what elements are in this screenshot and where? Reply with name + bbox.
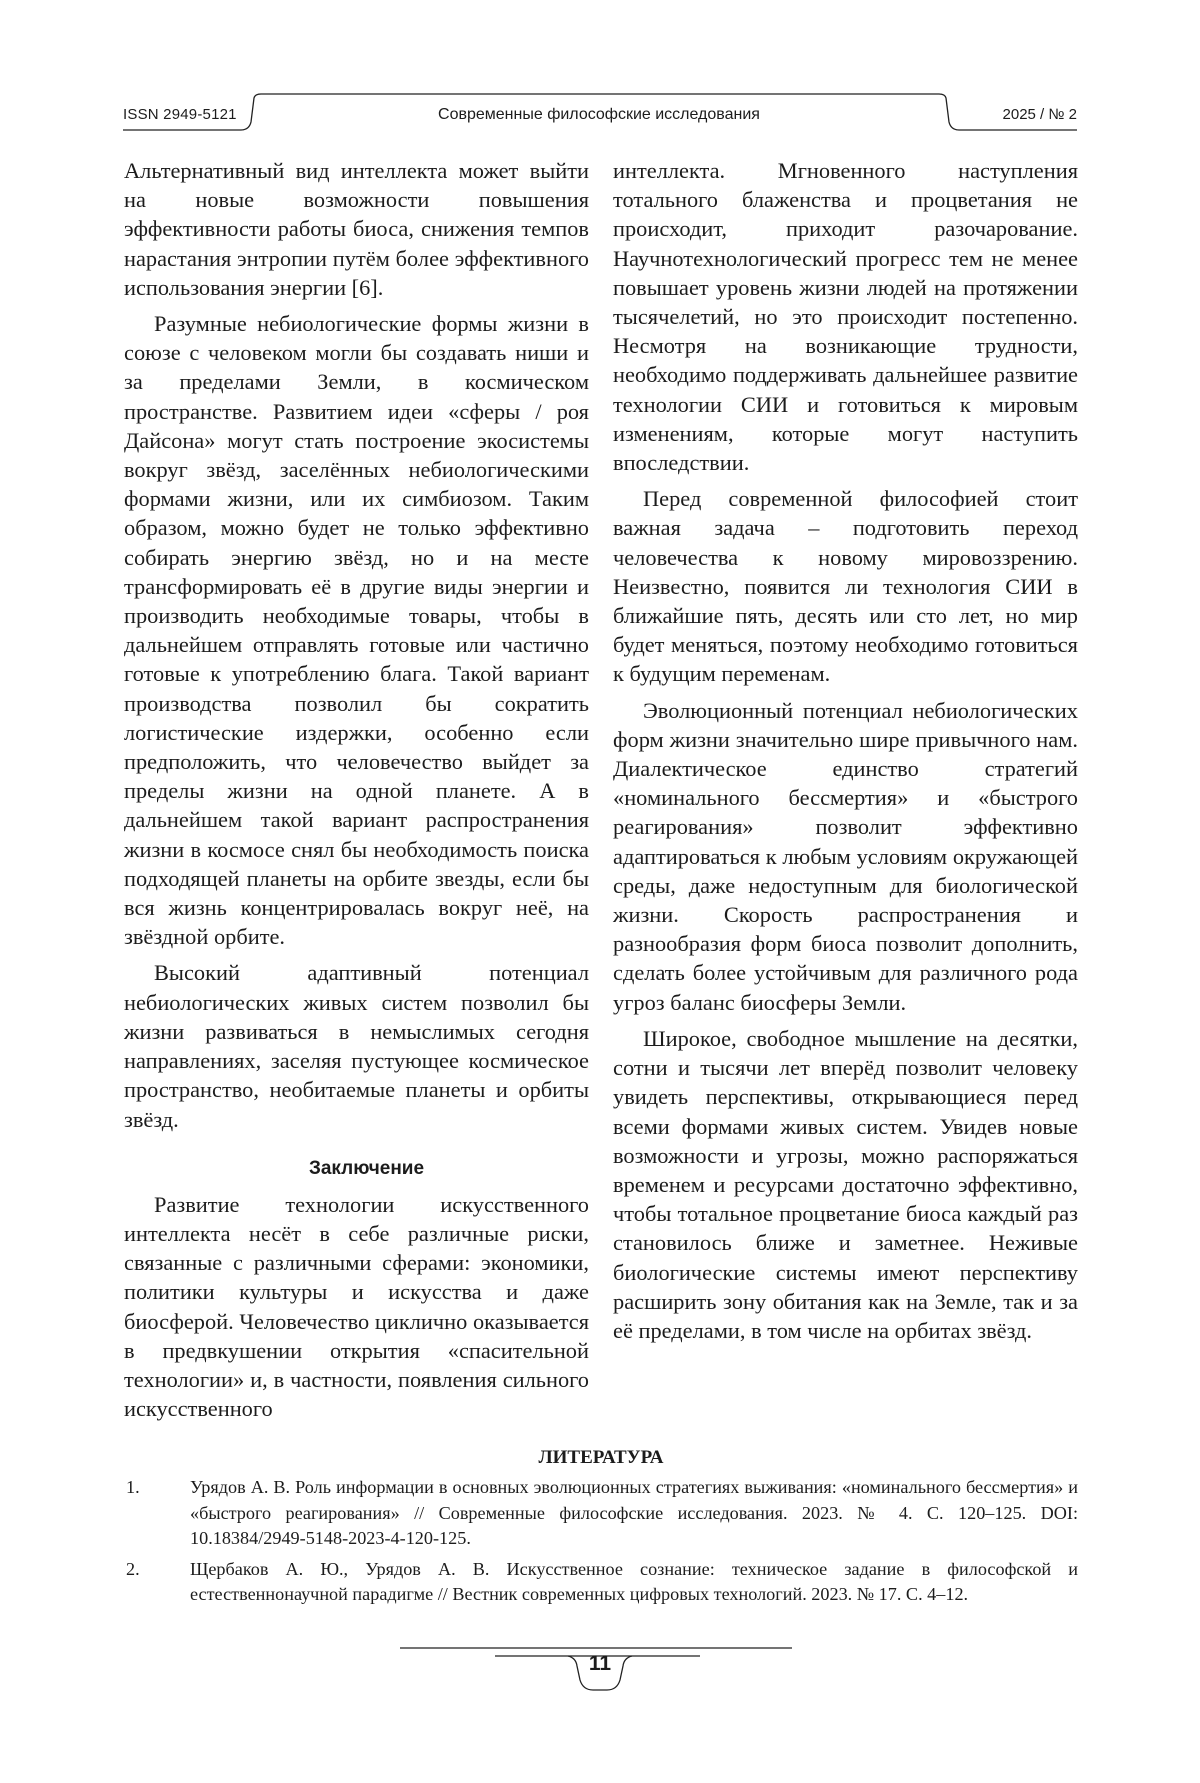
- left-column: [124, 156, 589, 1423]
- reference-text: Урядов А. В. Роль информации в основных эволюционных стратегиях выживания: «номинального бессмертия» и «быстрого реагирования» // Современные философские исследования. 2023. № 4. С. 120–125. DOI: 10.18384/2949-5148-2023-4-120-125.: [190, 1477, 1078, 1548]
- paragraph: Высокий адаптивный потенциал небиологических живых систем позволил бы жизни развиваться в немыслимых сегодня направлениях, заселяя пустующее космическое пространство, необитаемые планеты и орбиты звёзд.: [124, 960, 589, 1132]
- reference-number: 1.: [126, 1477, 140, 1497]
- paragraph: интеллекта. Мгновенного наступления тотального блаженства и процветания не происходит, приходит разочарование. Научнотехнологический прогресс тем не менее повышает уровень жизни людей на протяжении тысячелетий, но это происходит постепенно. Несмотря на возникающие трудности, необходимо поддерживать дальнейшее развитие технологии СИИ и готовиться к мировым изменениям, которые могут наступить впоследствии.: [613, 158, 1078, 476]
- paragraph: Развитие технологии искусственного интеллекта несёт в себе различные риски, связанные с различными сферами: экономики, политики культуры и искусства и даже биосферой. Человечество циклично оказывается в предвкушении открытия «спасительной технологии» и, в частности, появления сильного искусственного: [124, 1191, 589, 1422]
- paragraph: Перед современной философией стоит важная задача – подготовить переход человечества к новому мировоззрению. Неизвестно, появится ли технология СИИ в ближайшие пять, десять или сто лет, но мир будет меняться, поэтому необходимо готовиться к будущим переменам.: [613, 486, 1078, 687]
- issn: ISSN 2949-5121: [123, 106, 237, 123]
- paragraph: Широкое, свободное мышление на десятки, сотни и тысячи лет вперёд позволит человеку увидеть перспективы, открывающиеся перед всеми формами живых систем. Увидев новые возможности и угрозы, можно распоряжаться временем и ресурсами достаточно эффективно, чтобы тотальное процветание биоса каждый раз становилось ближе и заметнее. Неживые биологические системы имеют перспективу расширить зону обитания как на Земле, так и за её пределами, в том числе на орбитах звёзд.: [613, 1025, 1078, 1343]
- paragraph: Альтернативный вид интеллекта может выйти на новые возможности повышения эффективности работы биоса, снижения темпов нарастания энтропии путём более эффективного использования энергии [6].: [124, 158, 589, 300]
- running-header: [123, 92, 1077, 138]
- page-footer: [400, 1632, 800, 1702]
- journal-title: Современные философские исследования: [438, 106, 760, 123]
- references: [124, 1446, 1078, 1613]
- reference-number: 2.: [126, 1558, 140, 1579]
- paragraph: Разумные небиологические формы жизни в союзе с человеком могли бы создавать ниши и за пределами Земли, в космическом пространстве. Развитием идеи «сферы / роя Дайсона» могут стать построение экосистемы вокруг звёзд, заселённых небиологическими формами жизни, или их симбиозом. Таким образом, можно будет не только эффективно собирать энергию звёзд, но и на месте трансформировать её в другие виды энергии и производить необходимые товары, чтобы в дальнейшем отправлять готовые или частично готовые к употреблению блага. Такой вариант производства позволил бы сократить логистические издержки, особенно если предположить, что человечество выйдет за пределы жизни на одной планете. А в дальнейшем такой вариант распространения жизни в космосе снял бы необходимость поиска подходящей планеты на орбите звезды, если бы вся жизнь концентрировалась вокруг неё, на звёздной орбите.: [124, 311, 589, 950]
- paragraph: Эволюционный потенциал небиологических форм жизни значительно шире привычного нам. Диалектическое единство стратегий «номинального бессмертия» и «быстрого реагирования» позволит эффективно адаптироваться к любым условиям окружающей среды, даже недоступным для биологической жизни. Скорость распространения и разнообразия форм биоса позволит дополнить, сделать более устойчивым для различного рода угроз баланс биосферы Земли.: [613, 697, 1078, 1015]
- reference-item: [124, 1557, 1078, 1608]
- reference-item: [124, 1475, 1078, 1552]
- right-column: [613, 156, 1078, 1345]
- section-heading: Заключение: [308, 1157, 425, 1179]
- page-number: 11: [588, 1652, 612, 1675]
- references-title: ЛИТЕРАТУРА: [538, 1447, 664, 1468]
- issue-number: 2025 / № 2: [1002, 106, 1077, 123]
- reference-text: Щербаков А. Ю., Урядов А. В. Искусственное сознание: техническое задание в философской и естественнонаучной парадигме // Вестник современных цифровых технологий. 2023. № 17. С. 4–12.: [190, 1558, 1078, 1604]
